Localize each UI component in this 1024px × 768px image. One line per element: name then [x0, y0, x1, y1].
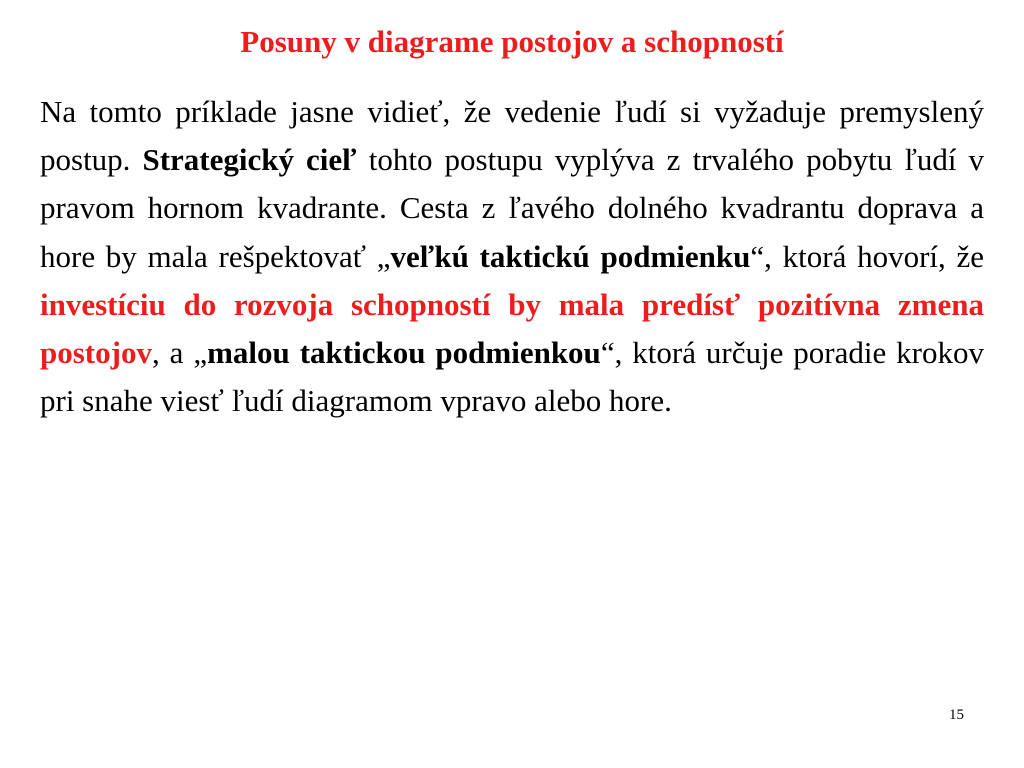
highlighted-condition-statement: investíciu do rozvoja schopností by mala predísť pozitívna zmena postojov	[40, 286, 984, 371]
strategic-goal-term: Strategický cieľ	[142, 142, 357, 178]
slide-title: Posuny v diagrame postojov a schopností	[240, 24, 784, 59]
paragraph-text-2: tohto postupu vyplýva z trvalého pobytu ľudí v pravom hornom kvadrante. Cesta z ľavého dolného kvadrantu doprava a hore by mala rešpektovať „	[40, 142, 985, 274]
page-number: 15	[949, 707, 964, 723]
paragraph-text-5: “, ktorá určuje poradie krokov pri snahe viesť ľudí diagramom vpravo alebo hore.	[40, 335, 984, 419]
minor-tactical-condition-term: malou taktickou podmienkou	[207, 335, 601, 371]
major-tactical-condition-term: veľkú taktickú podmienku	[390, 238, 751, 274]
body-paragraph	[40, 88, 984, 425]
paragraph-text-3: “, ktorá hovorí, že	[750, 238, 984, 274]
paragraph-text-4: , a „	[151, 335, 208, 371]
paragraph-text-1: Na tomto príklade jasne vidieť, že vedenie ľudí si vyžaduje premyslený postup.	[40, 94, 984, 178]
